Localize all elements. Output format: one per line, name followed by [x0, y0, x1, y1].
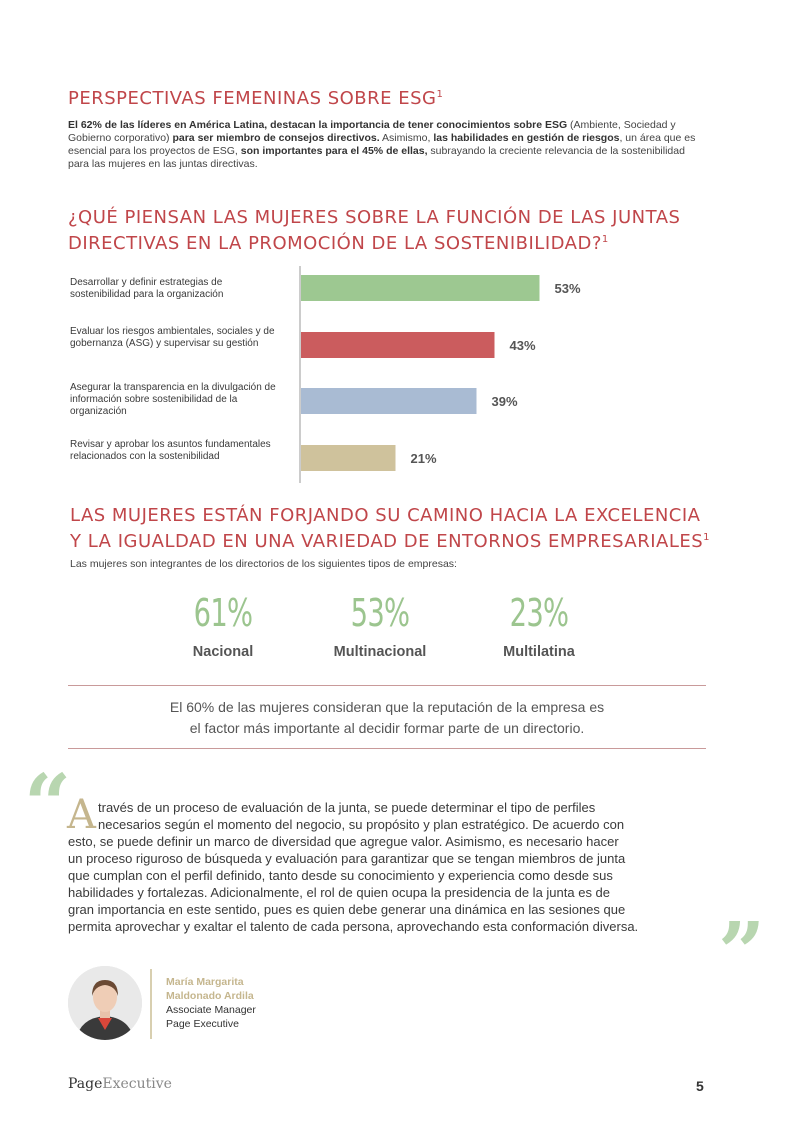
footnote-marker: 1: [601, 234, 609, 245]
divider-bottom: [68, 748, 706, 749]
quote-dropcap: A: [67, 792, 96, 838]
close-quote-icon: ”: [718, 905, 766, 1001]
stat-label: Nacional: [192, 644, 254, 660]
quote-line: necesarios según el momento del negocio, su propósito y plan estratégico. De acuerdo con: [98, 817, 625, 832]
chart-category-label: Desarrollar y definir estrategias de sostenibilidad para la organización: [70, 277, 224, 300]
testimonial-quote: [68, 799, 693, 935]
esg-paragraph: El 62% de las líderes en América Latina, destacan la importancia de tener conocimientos sobre ESG (Ambiente, Sociedad y Gobierno corporativo) para ser miembro de consejos directivos. Asimismo, las habilidades en gestión de riesgos, un área que es esencial para los proyectos de ESG, son importantes para el 45% de ellas, subrayando la creciente relevancia de la sostenibilidad para las mujeres en las juntas directivas.: [68, 119, 696, 170]
chart-value-label: 43%: [509, 338, 536, 353]
stat-value: 23%: [509, 591, 569, 635]
quote-line: habilidades y fortalezas. Adicionalmente, el rol de quien ocupa la presidencia de la junta es de: [68, 885, 611, 900]
chart-category-label: Revisar y aprobar los asuntos fundamentales relacionados con la sostenibilidad: [70, 439, 271, 462]
quote-line: gran importancia en este sentido, pues es quien debe generar una dinámica en las sesiones que: [68, 902, 626, 917]
stat-label: Multilatina: [503, 644, 575, 660]
stat-multinacional: [295, 590, 465, 660]
chart-category-label: Evaluar los riesgos ambientales, sociales y de gobernanza (ASG) y supervisar su gestión: [70, 326, 275, 349]
author-role: Associate Manager: [166, 1004, 256, 1016]
chart-bar: [301, 275, 540, 301]
avatar: [68, 966, 142, 1040]
quote-line: esto, se puede definir un marco de diversidad que agregue valor. Asimismo, es necesario hacer: [68, 834, 619, 849]
chart-value-label: 21%: [410, 451, 437, 466]
author-company: Page Executive: [166, 1018, 239, 1030]
stat-nacional: [138, 590, 308, 660]
open-quote-icon: “: [24, 757, 72, 853]
chart-value-label: 53%: [554, 281, 581, 296]
page-executive-logo: PageExecutive: [68, 1076, 172, 1092]
stat-label: Multinacional: [333, 644, 427, 660]
author-name: María Margarita: [166, 976, 244, 988]
quote-line: permita aprovechar y exaltar el talento de cada persona, aprovechando esta conformación diversa.: [68, 919, 639, 934]
quote-line: un proceso riguroso de búsqueda y evaluación para garantizar que se tengan miembros de junta: [68, 851, 626, 866]
company-types-intro: Las mujeres son integrantes de los directorios de los siguientes tipos de empresas:: [70, 558, 457, 570]
stat-value: 61%: [193, 591, 253, 635]
chart-category-label: Asegurar la transparencia en la divulgación de información sobre sostenibilidad de la organización: [70, 382, 276, 417]
section-title-esg: PERSPECTIVAS FEMENINAS SOBRE ESG$^1$: [68, 88, 444, 109]
section-title-sustainability: ¿QUÉ PIENSAN LAS MUJERES SOBRE LA FUNCIÓN DE LAS JUNTAS DIRECTIVAS EN LA PROMOCIÓN DE LA SOSTENIBILIDAD?$^1$: [68, 207, 681, 254]
chart-bar: [301, 388, 477, 414]
divider-top: [68, 685, 706, 686]
author-surname: Maldonado Ardila: [166, 990, 254, 1002]
author-divider: [150, 969, 152, 1039]
section-title-excellence: LAS MUJERES ESTÁN FORJANDO SU CAMINO HACIA LA EXCELENCIA Y LA IGUALDAD EN UNA VARIEDAD DE ENTORNOS EMPRESARIALES$^1$: [70, 505, 711, 552]
stat-value: 53%: [350, 591, 410, 635]
sustainability-bar-chart: [0, 0, 794, 500]
chart-bar: [301, 332, 495, 358]
quote-line: través de un proceso de evaluación de la junta, se puede determinar el tipo de perfiles: [98, 800, 596, 815]
stat-multilatina: [454, 590, 624, 660]
footnote-marker: 1: [436, 89, 444, 100]
chart-bar: [301, 445, 396, 471]
footnote-marker: 1: [703, 532, 711, 543]
chart-value-label: 39%: [491, 394, 518, 409]
quote-line: que cumplan con el perfil definido, tanto desde su conocimiento y experiencia como desde sus: [68, 868, 613, 883]
page-number: 5: [696, 1078, 704, 1094]
reputation-highlight: El 60% de las mujeres consideran que la reputación de la empresa es el factor más importante al decidir formar parte de un directorio.: [169, 699, 605, 736]
author-block: [166, 975, 256, 1031]
